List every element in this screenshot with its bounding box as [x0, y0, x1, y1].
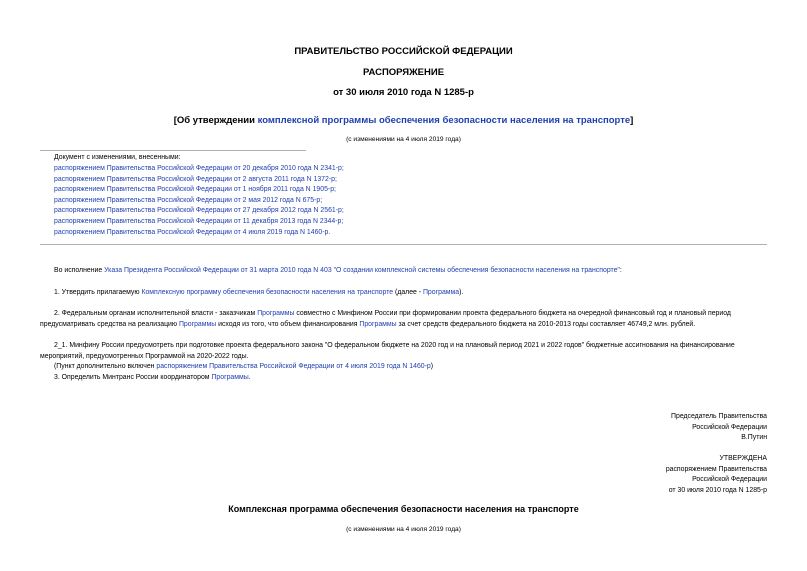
program-short-link[interactable]: Программа: [422, 289, 460, 296]
paragraph-2-1-line-1: 2_1. Минфину России предусмотреть при подготовке проекта федерального закона "О федеральном бюджете на 2020 год и на плановый период 2021 и 2022 годов" бюджетные ассигнования на финансирование: [54, 342, 735, 349]
p1-suffix: ).: [459, 289, 464, 296]
note-change-link[interactable]: распоряжением Правительства Российской Федерации от 4 июля 2019 года N 1460-р: [156, 363, 431, 370]
p2-program-link-3[interactable]: Программы: [359, 321, 397, 328]
title-prefix: [Об утверждении: [173, 115, 258, 126]
p1-mid: (далее -: [393, 289, 423, 296]
preamble-prefix: Во исполнение: [54, 267, 105, 274]
program-revision: (с изменениями на 4 июля 2019 года): [346, 526, 461, 533]
change-link-2[interactable]: распоряжением Правительства Российской Федерации от 2 августа 2011 года N 1372-р;: [54, 175, 337, 183]
p2-l1-suffix: совместно с Минфином России при формировании проекта федерального бюджета на очередной финансовый год и плановый период: [294, 310, 731, 317]
change-link-5[interactable]: распоряжением Правительства Российской Федерации от 27 декабря 2012 года N 2561-р;: [54, 207, 344, 215]
p2-program-link-1[interactable]: Программы: [257, 310, 295, 317]
government-title: ПРАВИТЕЛЬСТВО РОССИЙСКОЙ ФЕДЕРАЦИИ: [294, 46, 513, 57]
paragraph-3: [54, 373, 251, 383]
document-title: [0, 115, 807, 126]
paragraph-2-line-1: [54, 309, 731, 319]
approval-heading: УТВЕРЖДЕНА: [719, 455, 767, 462]
change-link-3[interactable]: распоряжением Правительства Российской Федерации от 1 ноября 2011 года N 1905-р;: [54, 186, 336, 194]
changes-bottom-rule: [40, 244, 767, 245]
p2-program-link-2[interactable]: Программы: [178, 321, 217, 328]
approval-line-3: Российской Федерации: [692, 476, 767, 483]
p2-l2-mid: исходя из того, что объем финансирования: [216, 321, 360, 328]
change-link-6[interactable]: распоряжением Правительства Российской Федерации от 11 декабря 2013 года N 2344-р;: [54, 217, 344, 225]
document-date-number: от 30 июля 2010 года N 1285-р: [333, 87, 474, 98]
document-type: РАСПОРЯЖЕНИЕ: [362, 67, 445, 78]
presidential-decree-link[interactable]: Указа Президента Российской Федерации от 31 марта 2010 года N 403 "О создании комплексной системы обеспечения безопасности населения на транспорте": [104, 267, 620, 274]
p3-prefix: 3. Определить Минтранс России координатором: [54, 374, 212, 381]
signature-country: Российской Федерации: [692, 423, 767, 431]
p2-l1-prefix: 2. Федеральным органам исполнительной власти - заказчикам: [54, 310, 258, 317]
p3-suffix: .: [248, 374, 251, 381]
p2-l2-prefix: предусматривать средства на реализацию: [40, 321, 179, 328]
program-link[interactable]: Комплексную программу обеспечения безопасности населения на транспорте: [141, 289, 394, 296]
change-link-1[interactable]: распоряжением Правительства Российской Федерации от 20 декабря 2010 года N 2341-р;: [54, 165, 344, 172]
preamble-suffix: :: [619, 267, 622, 274]
approval-block: [666, 454, 767, 496]
preamble: [54, 266, 622, 276]
program-title-link[interactable]: комплексной программы обеспечения безопасности населения на транспорте: [257, 115, 631, 126]
changes-top-rule: [40, 150, 306, 151]
changes-intro: Документ с изменениями, внесенными:: [54, 154, 181, 161]
signature-name: В.Путин: [741, 434, 767, 441]
paragraph-2-1-note: [54, 362, 433, 372]
paragraph-2-1-line-2: мероприятий, предусмотренных Программой на 2020-2022 годы.: [40, 353, 249, 360]
approval-line-4: от 30 июля 2010 года N 1285-р: [668, 486, 767, 494]
program-heading: Комплексная программа обеспечения безопасности населения на транспорте: [228, 504, 579, 514]
signature-position: Председатель Правительства: [671, 413, 767, 420]
change-link-7[interactable]: распоряжением Правительства Российской Федерации от 4 июля 2019 года N 1460-р.: [54, 228, 331, 236]
approval-line-2: распоряжением Правительства: [665, 465, 767, 473]
p2-l2-suffix: за счет средств федерального бюджета на 2010-2013 годы составляет 46749,2 млн. рублей.: [396, 321, 696, 328]
p3-program-link[interactable]: Программы: [211, 374, 249, 381]
p1-prefix: 1. Утвердить прилагаемую: [54, 289, 142, 296]
title-suffix: ]: [630, 115, 634, 126]
note-prefix: (Пункт дополнительно включен: [54, 363, 157, 370]
signature-block: [671, 412, 767, 444]
paragraph-1: [54, 288, 463, 298]
revision-note: (с изменениями на 4 июля 2019 года): [346, 136, 461, 143]
paragraph-2-line-2: [40, 320, 695, 330]
changes-list: [54, 164, 344, 238]
note-suffix: ): [430, 363, 434, 370]
change-link-4[interactable]: распоряжением Правительства Российской Федерации от 2 мая 2012 года N 675-р;: [54, 196, 323, 204]
